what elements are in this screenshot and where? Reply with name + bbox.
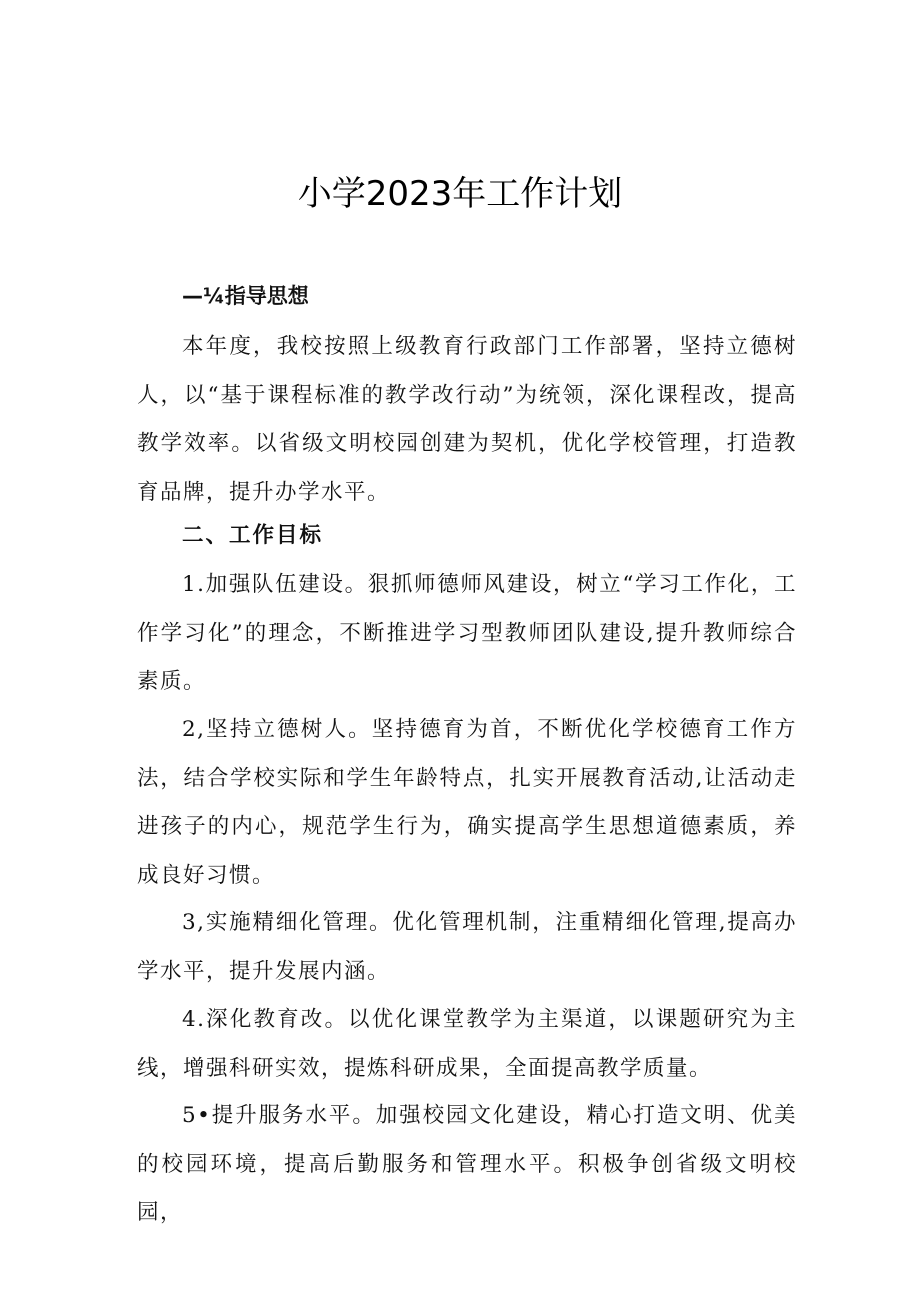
section-heading-guiding-ideology: —¼指导思想 (182, 284, 309, 308)
goal-item-1: 1.加强队伍建设。狠抓师德师风建设，树立“学习工作化，工作学习化”的理念，不断推进学习型教师团队建设,提升教师综合素质。 (137, 572, 797, 694)
document-title: 小学2023年工作计划 (297, 174, 623, 214)
goal-item-3: 3,实施精细化管理。优化管理机制，注重精细化管理,提高办学水平，提升发展内涵。 (137, 910, 797, 984)
section-heading-work-goals: 二、工作目标 (182, 523, 324, 548)
goal-item-5: 5•提升服务水平。加强校园文化建设，精心打造文明、优美的校园环境，提高后勤服务和管理水平。积极争创省级文明校园， (137, 1103, 797, 1225)
goal-item-2: 2,坚持立德树人。坚持德育为首，不断优化学校德育工作方法，结合学校实际和学生年龄特点，扎实开展教育活动,让活动走进孩子的内心，规范学生行为，确实提高学生思想道德素质，养成良好习惯。 (137, 717, 797, 888)
paragraph-guiding-ideology: 本年度，我校按照上级教育行政部门工作部署，坚持立德树人，以“基于课程标准的教学改行动”为统领，深化课程改，提高教学效率。以省级文明校园创建为契机，优化学校管理，打造教育品牌，提升办学水平。 (137, 334, 797, 505)
goal-item-4: 4.深化教育改。以优化课堂教学为主渠道，以课题研究为主线，增强科研实效，提炼科研成果，全面提高教学质量。 (137, 1007, 797, 1081)
